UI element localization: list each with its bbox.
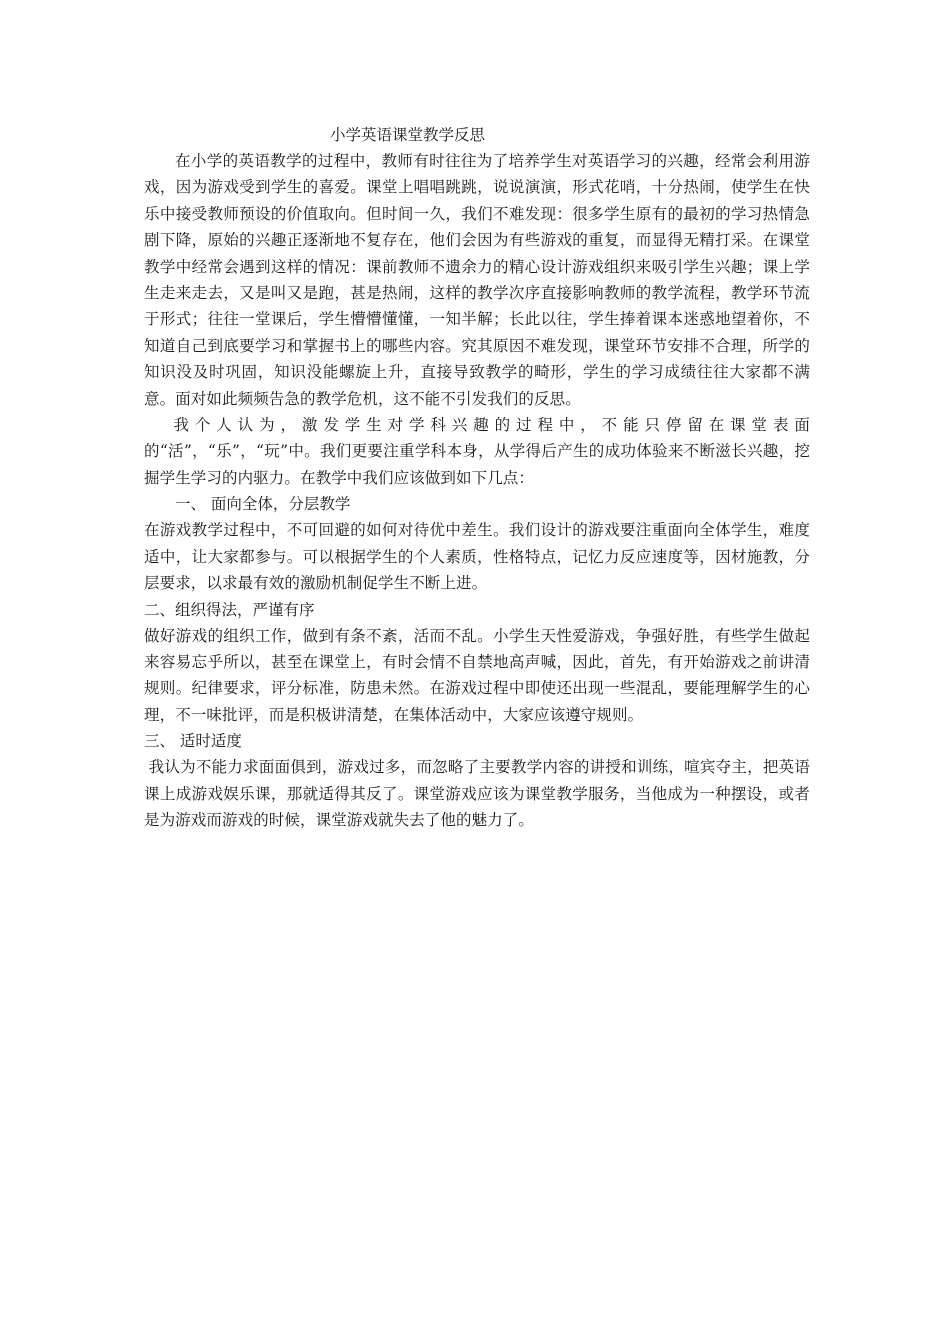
section-3-heading: 三、 适时适度 — [144, 732, 242, 751]
section-1 — [144, 491, 810, 596]
section-1-body: 在游戏教学过程中，不可回避的如何对待优中差生。我们设计的游戏要注重面向全体学生，难度适中，让大家都参与。可以根据学生的个人素质，性格特点，记忆力反应速度等，因材施教，分层要求，以求最有效的激励机制促学生不断上进。 — [144, 521, 810, 593]
opinion-paragraph: 我个人认为，激发学生对学科兴趣的过程中，不能只停留在课堂表面的“活”，“乐”，“玩”中。我们更要注重学科本身，从学得后产生的成功体验来不断滋长兴趣，挖掘学生学习的内驱力。在教学中我们应该做到如下几点： — [144, 416, 810, 487]
document-title: 小学英语课堂教学反思 — [330, 126, 486, 144]
section-2-heading: 二、组织得法，严谨有序 — [144, 600, 315, 619]
section-2 — [144, 597, 810, 729]
section-3-body: 我认为不能力求面面俱到，游戏过多，而忽略了主要教学内容的讲授和训练，喧宾夺主，把英语课上成游戏娱乐课，那就适得其反了。课堂游戏应该为课堂教学服务，当他成为一种摆设，或者是为游戏而游戏的时候，课堂游戏就失去了他的魅力了。 — [144, 758, 810, 829]
intro-paragraph: 在小学的英语教学的过程中，教师有时往往为了培养学生对英语学习的兴趣，经常会利用游戏，因为游戏受到学生的喜爱。课堂上唱唱跳跳，说说演演，形式花哨，十分热闹，使学生在快乐中接受教师预设的价值取向。但时间一久，我们不难发现：很多学生原有的最初的学习热情急剧下降，原始的兴趣正逐渐地不复存在，他们会因为有些游戏的重复，而显得无精打采。在课堂教学中经常会遇到这样的情况：课前教师不遗余力的精心设计游戏组织来吸引学生兴趣；课上学生走来走去，又是叫又是跑，甚是热闹，这样的教学次序直接影响教师的教学流程，教学环节流于形式；往往一堂课后，学生懵懵懂懂，一知半解；长此以往，学生捧着课本迷惑地望着你，不知道自己到底要学习和掌握书上的哪些内容。究其原因不难发现，课堂环节安排不合理，所学的知识没及时巩固，知识没能螺旋上升，直接导致教学的畸形，学生的学习成绩往往大家都不满意。面对如此频频告急的教学危机，这不能不引发我们的反思。 — [144, 152, 810, 408]
section-3 — [144, 728, 810, 833]
section-2-body: 做好游戏的组织工作，做到有条不紊，活而不乱。小学生天性爱游戏，争强好胜，有些学生做起来容易忘乎所以，甚至在课堂上，有时会情不自禁地高声喊，因此，首先，有开始游戏之前讲清规则。纪律要求，评分标准，防患未然。在游戏过程中即使还出现一些混乱，要能理解学生的心理，不一味批评，而是积极讲清楚，在集体活动中，大家应该遵守规则。 — [144, 626, 810, 724]
document-page — [144, 122, 810, 833]
section-1-heading: 一、 面向全体，分层教学 — [175, 495, 351, 514]
